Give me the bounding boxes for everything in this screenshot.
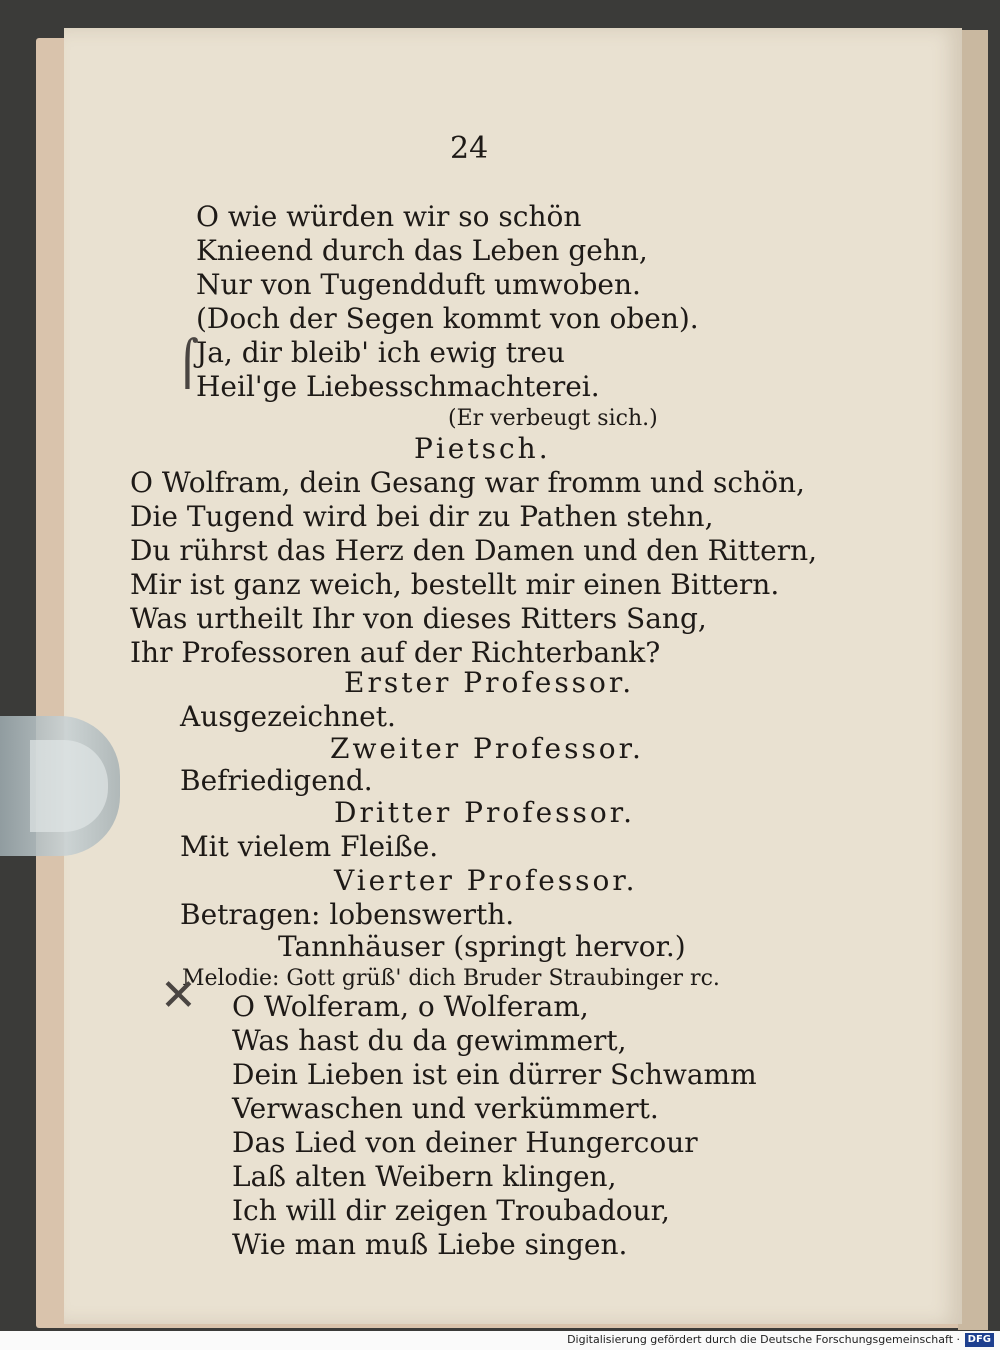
footer-bar	[0, 1331, 1000, 1350]
speaker-name: Pietsch.	[414, 432, 551, 465]
song-line: Dein Lieben ist ein dürrer Schwamm	[232, 1058, 757, 1091]
reply-line: Befriedigend.	[180, 764, 373, 797]
melody-note: Melodie: Gott grüß' dich Bruder Straubinger rc.	[182, 966, 720, 991]
song-line: Laß alten Weibern klingen,	[232, 1160, 617, 1193]
verse-line: Die Tugend wird bei dir zu Pathen stehn,	[130, 500, 714, 533]
stanza-line: Ja, dir bleib' ich ewig treu	[196, 336, 565, 369]
stanza-line: Knieend durch das Leben gehn,	[196, 234, 648, 267]
page-number: 24	[450, 131, 489, 166]
song-line: Verwaschen und verkümmert.	[232, 1092, 659, 1125]
stanza-line: Heil'ge Liebesschmachterei.	[196, 370, 600, 403]
speaker-name: Vierter Professor.	[334, 864, 638, 897]
song-line: Ich will dir zeigen Troubadour,	[232, 1194, 670, 1227]
reply-line: Mit vielem Fleiße.	[180, 830, 439, 863]
speaker-name: Erster Professor.	[344, 666, 635, 699]
song-line: Was hast du da gewimmert,	[232, 1024, 627, 1057]
speaker-name: Dritter Professor.	[334, 796, 635, 829]
reply-line: Ausgezeichnet.	[180, 700, 396, 733]
verse-line: Du rührst das Herz den Damen und den Rittern,	[130, 534, 818, 567]
pencil-cross-mark: ✕	[160, 970, 197, 1021]
speaker-name: Zweiter Professor.	[330, 732, 644, 765]
verse-line: Mir ist ganz weich, bestellt mir einen Bittern.	[130, 568, 780, 601]
song-line: O Wolferam, o Wolferam,	[232, 990, 589, 1023]
footer-funding-text: Digitalisierung gefördert durch die Deutsche Forschungsgemeinschaft ·	[567, 1333, 960, 1346]
reply-line: Betragen: lobenswerth.	[180, 898, 515, 931]
verse-line: Was urtheilt Ihr von dieses Ritters Sang,	[130, 602, 707, 635]
stanza-line: (Doch der Segen kommt von oben).	[196, 302, 699, 335]
song-line: Wie man muß Liebe singen.	[232, 1228, 628, 1261]
pencil-bracket-mark: ⌠	[176, 338, 199, 389]
stage-direction: (Er verbeugt sich.)	[448, 406, 658, 431]
verse-line: Ihr Professoren auf der Richterbank?	[130, 636, 661, 669]
stanza-line: O wie würden wir so schön	[196, 200, 582, 233]
speaker-name: Tannhäuser (springt hervor.)	[278, 930, 686, 963]
verse-line: O Wolfram, dein Gesang war fromm und schön,	[130, 466, 805, 499]
stanza-line: Nur von Tugendduft umwoben.	[196, 268, 641, 301]
next-page-edge	[958, 30, 988, 1330]
dfg-logo: DFG	[965, 1333, 994, 1347]
song-line: Das Lied von deiner Hungercour	[232, 1126, 698, 1159]
